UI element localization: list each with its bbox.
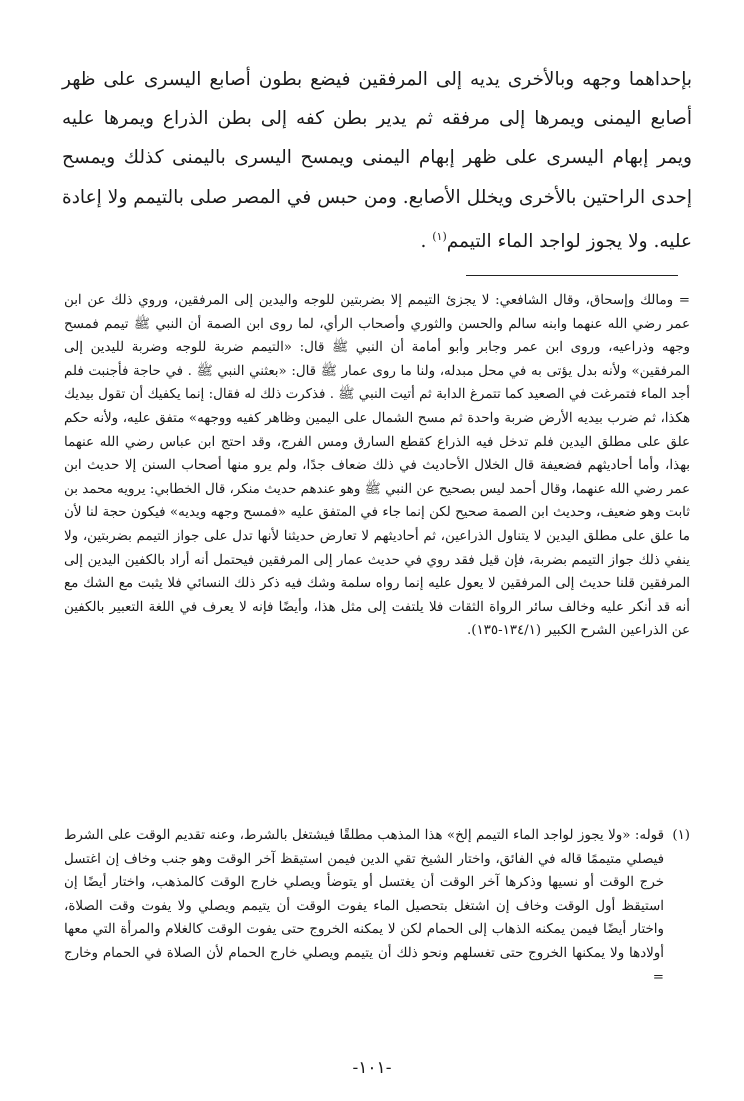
main-text-block	[62, 60, 692, 261]
main-end: .	[420, 230, 427, 252]
main-text: بإحداهما وجهه وبالأخرى يديه إلى المرفقين فيضع بطون أصابع اليسرى على ظهر أصابع اليمنى ويمرها إلى مرفقه ثم يدير بطن كفه إلى بطن الذراع ويمرها عليه ويمر إبهام اليسرى على ظهر إبهام اليمنى ويمسح اليسرى باليمنى كذلك ويمسح إحدى الراحتين بالأخرى ويخلل الأصابع. ومن حبس في المصر صلى بالتيمم ولا إعادة عليه. ولا يجوز لواجد الماء التيمم	[62, 69, 692, 252]
main-paragraph	[62, 60, 692, 261]
footnote-continued-block	[64, 289, 690, 643]
page-number: -١٠١-	[352, 1058, 392, 1078]
footnote-marker: (١)	[432, 229, 447, 243]
footnote-continued: = ومالك وإسحاق، وقال الشافعي: لا يجزئ التيمم إلا بضربتين للوجه واليدين إلى المرفقين، وروي ذلك عن ابن عمر رضي الله عنهما وابنه سالم والحسن والثوري وأصحاب الرأي، لما روى ابن الصمة أن النبي ﷺ تيمم فمسح وجهه وذراعيه، وروى ابن عمر وجابر وأبو أمامة أن النبي ﷺ قال: «التيمم ضربة للوجه وضربة لليدين إلى المرفقين» ولأنه بدل يؤتى به في محل مبدله، ولنا ما روى عمار ﷺ قال: «بعثني النبي ﷺ . في حاجة فأجنبت فلم أجد الماء فتمرغت في الصعيد كما تتمرغ الدابة ثم أتيت النبي ﷺ . فذكرت ذلك له فقال: إنما يكفيك أن تقول بيديك هكذا، ثم ضرب بيديه الأرض ضربة واحدة ثم مسح الشمال على اليمين وظاهر كفيه ووجهه» متفق عليه، ولأنه حكم علق على مطلق اليدين فلم تدخل فيه الذراع كقطع السارق ومس الفرج، وقد احتج ابن عباس رضي الله عنهما بهذا، وأما أحاديثهم فضعيفة قال الخلال الأحاديث في ذلك ضعاف جدًا، ولم يرو منها أصحاب السنن إلا حديث ابن عمر رضي الله عنهما، وقال أحمد ليس بصحيح عن النبي ﷺ وهو عندهم حديث منكر، قال الخطابي: يرويه محمد بن ثابت وهو ضعيف، وحديث ابن الصمة صحيح لكن إنما جاء في المتفق عليه «فمسح وجهه ويديه» فيكون حجة لنا لأن ما علق على مطلق اليدين لا يتناول الذراعين، ثم أحاديثهم لا تعارض حديثنا لأنها تدل على جواز التيمم بضربتين، ولا ينفي ذلك جواز التيمم بضربة، فإن قيل فقد روي في حديث عمار إلى المرفقين فيحتمل أنه أراد بالكفين اليدين إلى المرفقين قلنا حديث إلى المرفقين لا يعول عليه إنما رواه سلمة وشك فيه ذكر ذلك النسائي فلا يثبت مع الشك مع أنه قد أنكر عليه وخالف سائر الرواة الثقات فلا يلتفت إلى مثل هذا، وأيضًا فإنه لا يعرف في اللغة التعبير بالكفين عن الذراعين الشرح الكبير (١٣٤/١-١٣٥).	[64, 293, 690, 639]
footnote-1-block	[64, 824, 690, 989]
footnote-1-number: (١)	[672, 828, 690, 843]
footnote-1-text: قوله: «ولا يجوز لواجد الماء التيمم إلخ» هذا المذهب مطلقًا فيشتغل بالشرط، وعنه تقديم الوقت على الشرط فيصلي متيممًا قاله في الفائق، واختار الشيخ تقي الدين فيمن استيقظ آخر الوقت وهو جنب وخاف إن اغتسل خرج الوقت أو نسيها وذكرها آخر الوقت أن يغتسل أو يتوضأ ويصلي خارج الوقت كالمذهب، واختار أيضًا إن استيقظ أول الوقت وخاف إن اشتغل بتحصيل الماء يفوت الوقت أن يتيمم ويصلي ولا يفوت وقت الصلاة، واختار أيضًا فيمن يمكنه الذهاب إلى الحمام لكن لا يمكنه الخروج حتى يفوت الوقت كالغلام والمرأة التي معها أولادها ولا يمكنها الخروج حتى تغسلهم ونحو ذلك أن يتيمم ويصلي خارج الحمام لأن الصلاة في الحمام وخارج =	[64, 828, 664, 985]
footnote-1-paragraph	[64, 824, 690, 989]
footnote-separator	[466, 275, 678, 276]
